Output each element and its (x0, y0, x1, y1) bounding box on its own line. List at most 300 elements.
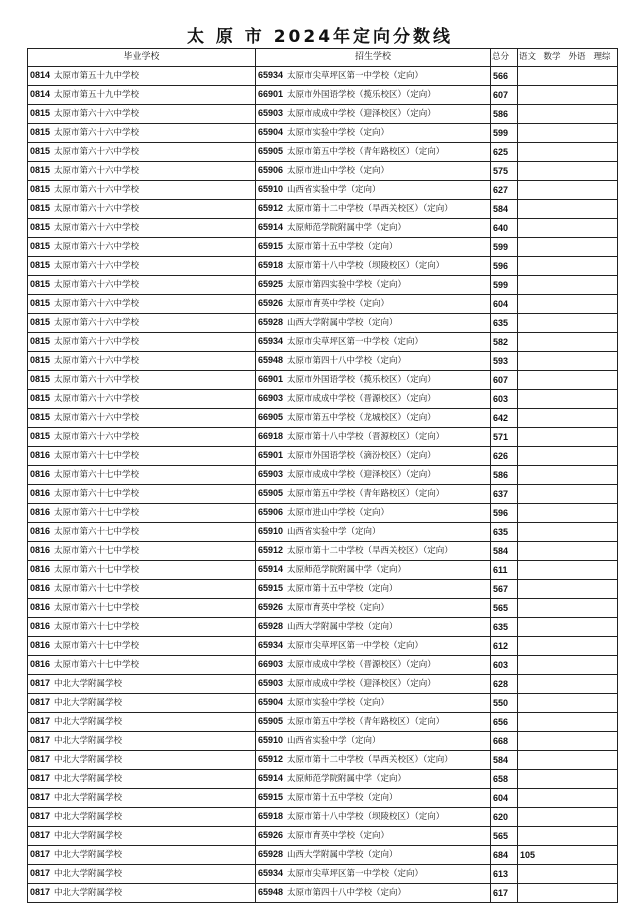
recruiting-school-name: 太原市第十八中学校（坝陵校区）（定向） (287, 812, 445, 823)
table-row (28, 789, 618, 808)
chinese-score-cell (518, 618, 543, 637)
science-score-cell (593, 542, 618, 561)
science-score-cell (593, 561, 618, 580)
graduate-school-name: 太原市第六十六中学校 (54, 375, 140, 386)
science-score-cell (593, 86, 618, 105)
table-row (28, 637, 618, 656)
graduate-school-cell (28, 219, 256, 238)
english-score-cell (568, 352, 593, 371)
recruiting-school-code: 65910 (258, 184, 284, 195)
graduate-school-cell (28, 238, 256, 257)
total-score-cell: 635 (491, 523, 518, 542)
table-row (28, 713, 618, 732)
graduate-school-code: 0817 (30, 792, 51, 803)
science-score-cell (593, 333, 618, 352)
science-score-cell (593, 238, 618, 257)
recruiting-school-cell (256, 162, 491, 181)
math-score-cell (543, 827, 568, 846)
table-row (28, 675, 618, 694)
chinese-score-cell (518, 599, 543, 618)
chinese-score-cell (518, 770, 543, 789)
header-recruiting-school: 招生学校 (256, 49, 491, 67)
table-row (28, 618, 618, 637)
science-score-cell (593, 485, 618, 504)
science-score-cell (593, 789, 618, 808)
graduate-school-code: 0817 (30, 773, 51, 784)
english-score-cell (568, 694, 593, 713)
chinese-score-cell (518, 485, 543, 504)
total-score-cell: 635 (491, 618, 518, 637)
graduate-school-cell (28, 295, 256, 314)
graduate-school-code: 0815 (30, 241, 51, 252)
recruiting-school-name: 太原市第五中学校（龙城校区）（定向） (287, 413, 436, 424)
science-score-cell (593, 162, 618, 181)
table-row (28, 846, 618, 865)
recruiting-school-code: 65915 (258, 583, 284, 594)
english-score-cell (568, 143, 593, 162)
graduate-school-name: 太原市第六十七中学校 (54, 641, 140, 652)
graduate-school-cell (28, 618, 256, 637)
recruiting-school-code: 65912 (258, 754, 284, 765)
recruiting-school-cell (256, 656, 491, 675)
recruiting-school-name: 太原市育英中学校（定向） (287, 603, 390, 614)
english-score-cell (568, 276, 593, 295)
table-row (28, 447, 618, 466)
chinese-score-cell (518, 428, 543, 447)
graduate-school-cell (28, 751, 256, 770)
recruiting-school-cell (256, 200, 491, 219)
recruiting-school-cell (256, 105, 491, 124)
recruiting-school-name: 太原市第十二中学校（旱西关校区）（定向） (287, 546, 453, 557)
math-score-cell (543, 314, 568, 333)
recruiting-school-name: 太原市成成中学校（迎泽校区）（定向） (287, 470, 436, 481)
table-row (28, 200, 618, 219)
graduate-school-code: 0816 (30, 602, 51, 613)
recruiting-school-code: 66903 (258, 393, 284, 404)
graduate-school-cell (28, 314, 256, 333)
graduate-school-name: 太原市第六十六中学校 (54, 337, 140, 348)
recruiting-school-name: 太原市第十五中学校（定向） (287, 584, 398, 595)
recruiting-school-name: 太原市第五中学校（青年路校区）（定向） (287, 489, 445, 500)
recruiting-school-name: 太原市尖草坪区第一中学校（定向） (287, 869, 424, 880)
recruiting-school-name: 太原市成成中学校（迎泽校区）（定向） (287, 679, 436, 690)
table-row (28, 390, 618, 409)
recruiting-school-code: 65901 (258, 450, 284, 461)
graduate-school-name: 太原市第六十六中学校 (54, 109, 140, 120)
total-score-cell: 640 (491, 219, 518, 238)
recruiting-school-name: 太原市进山中学校（定向） (287, 508, 390, 519)
math-score-cell (543, 770, 568, 789)
recruiting-school-name: 太原市第十二中学校（旱西关校区）（定向） (287, 755, 453, 766)
math-score-cell (543, 333, 568, 352)
graduate-school-code: 0814 (30, 89, 51, 100)
chinese-score-cell (518, 295, 543, 314)
recruiting-school-cell (256, 561, 491, 580)
chinese-score-cell (518, 542, 543, 561)
math-score-cell (543, 884, 568, 903)
total-score-cell: 596 (491, 257, 518, 276)
table-row (28, 105, 618, 124)
table-row (28, 504, 618, 523)
recruiting-school-name: 太原市实验中学校（定向） (287, 698, 390, 709)
math-score-cell (543, 789, 568, 808)
table-row (28, 485, 618, 504)
total-score-cell: 684 (491, 846, 518, 865)
graduate-school-name: 太原市第六十七中学校 (54, 622, 140, 633)
math-score-cell (543, 561, 568, 580)
graduate-school-code: 0816 (30, 659, 51, 670)
total-score-cell: 575 (491, 162, 518, 181)
graduate-school-name: 太原市第六十七中学校 (54, 546, 140, 557)
chinese-score-cell (518, 504, 543, 523)
recruiting-school-cell (256, 466, 491, 485)
english-score-cell (568, 371, 593, 390)
recruiting-school-name: 太原市成成中学校（迎泽校区）（定向） (287, 109, 436, 120)
recruiting-school-code: 65904 (258, 697, 284, 708)
graduate-school-code: 0815 (30, 127, 51, 138)
recruiting-school-code: 65948 (258, 887, 284, 898)
science-score-cell (593, 124, 618, 143)
recruiting-school-code: 65914 (258, 564, 284, 575)
total-score-cell: 637 (491, 485, 518, 504)
recruiting-school-code: 65903 (258, 108, 284, 119)
recruiting-school-cell (256, 371, 491, 390)
math-score-cell (543, 124, 568, 143)
graduate-school-name: 中北大学附属学校 (54, 793, 123, 804)
graduate-school-name: 太原市第六十六中学校 (54, 223, 140, 234)
math-score-cell (543, 523, 568, 542)
total-score-cell: 550 (491, 694, 518, 713)
english-score-cell (568, 523, 593, 542)
graduate-school-code: 0816 (30, 621, 51, 632)
english-score-cell (568, 504, 593, 523)
english-score-cell (568, 713, 593, 732)
graduate-school-cell (28, 86, 256, 105)
graduate-school-name: 太原市第六十六中学校 (54, 280, 140, 291)
english-score-cell (568, 124, 593, 143)
recruiting-school-cell (256, 257, 491, 276)
table-row (28, 67, 618, 86)
graduate-school-cell (28, 371, 256, 390)
recruiting-school-name: 太原市尖草坪区第一中学校（定向） (287, 641, 424, 652)
english-score-cell (568, 257, 593, 276)
graduate-school-name: 中北大学附属学校 (54, 869, 123, 880)
chinese-score-cell (518, 409, 543, 428)
total-score-cell: 586 (491, 466, 518, 485)
graduate-school-name: 太原市第六十六中学校 (54, 356, 140, 367)
english-score-cell (568, 770, 593, 789)
graduate-school-name: 中北大学附属学校 (54, 755, 123, 766)
recruiting-school-cell (256, 770, 491, 789)
graduate-school-cell (28, 637, 256, 656)
science-score-cell (593, 523, 618, 542)
graduate-school-code: 0815 (30, 317, 51, 328)
graduate-school-cell (28, 409, 256, 428)
total-score-cell: 603 (491, 656, 518, 675)
recruiting-school-code: 65903 (258, 469, 284, 480)
recruiting-school-name: 太原市第十五中学校（定向） (287, 793, 398, 804)
recruiting-school-name: 太原市第五中学校（青年路校区）（定向） (287, 147, 445, 158)
table-row (28, 884, 618, 903)
graduate-school-name: 中北大学附属学校 (54, 679, 123, 690)
recruiting-school-code: 65906 (258, 165, 284, 176)
recruiting-school-cell (256, 447, 491, 466)
graduate-school-code: 0815 (30, 336, 51, 347)
table-body (28, 67, 618, 903)
science-score-cell (593, 751, 618, 770)
recruiting-school-name: 山西大学附属中学校（定向） (287, 850, 398, 861)
table-row (28, 542, 618, 561)
recruiting-school-name: 山西省实验中学（定向） (287, 736, 381, 747)
total-score-cell: 584 (491, 542, 518, 561)
math-score-cell (543, 447, 568, 466)
chinese-score-cell (518, 124, 543, 143)
recruiting-school-name: 太原市实验中学校（定向） (287, 128, 390, 139)
math-score-cell (543, 276, 568, 295)
total-score-cell: 668 (491, 732, 518, 751)
graduate-school-name: 太原市第六十七中学校 (54, 527, 140, 538)
recruiting-school-cell (256, 504, 491, 523)
graduate-school-code: 0817 (30, 754, 51, 765)
graduate-school-cell (28, 504, 256, 523)
english-score-cell (568, 808, 593, 827)
recruiting-school-code: 65914 (258, 773, 284, 784)
recruiting-school-name: 山西省实验中学（定向） (287, 185, 381, 196)
table-row (28, 580, 618, 599)
total-score-cell: 607 (491, 86, 518, 105)
graduate-school-name: 太原市第六十六中学校 (54, 299, 140, 310)
english-score-cell (568, 656, 593, 675)
science-score-cell (593, 599, 618, 618)
recruiting-school-code: 65905 (258, 716, 284, 727)
graduate-school-cell (28, 523, 256, 542)
recruiting-school-code: 65934 (258, 640, 284, 651)
math-score-cell (543, 599, 568, 618)
recruiting-school-code: 65903 (258, 678, 284, 689)
english-score-cell (568, 200, 593, 219)
english-score-cell (568, 314, 593, 333)
graduate-school-code: 0817 (30, 811, 51, 822)
graduate-school-name: 太原市第六十六中学校 (54, 128, 140, 139)
science-score-cell (593, 295, 618, 314)
english-score-cell (568, 219, 593, 238)
english-score-cell (568, 428, 593, 447)
english-score-cell (568, 827, 593, 846)
chinese-score-cell (518, 200, 543, 219)
math-score-cell (543, 485, 568, 504)
graduate-school-code: 0815 (30, 184, 51, 195)
science-score-cell (593, 219, 618, 238)
graduate-school-name: 太原市第五十九中学校 (54, 71, 140, 82)
graduate-school-code: 0817 (30, 697, 51, 708)
recruiting-school-name: 太原市第四实验中学校（定向） (287, 280, 407, 291)
science-score-cell (593, 656, 618, 675)
score-table (27, 48, 618, 903)
recruiting-school-cell (256, 694, 491, 713)
recruiting-school-cell (256, 618, 491, 637)
graduate-school-cell (28, 162, 256, 181)
table-row (28, 694, 618, 713)
recruiting-school-cell (256, 542, 491, 561)
science-score-cell (593, 865, 618, 884)
recruiting-school-name: 太原市第四十八中学校（定向） (287, 356, 407, 367)
recruiting-school-code: 65915 (258, 241, 284, 252)
recruiting-school-code: 65904 (258, 127, 284, 138)
recruiting-school-name: 太原市外国语学校（揽乐校区）（定向） (287, 375, 436, 386)
chinese-score-cell (518, 466, 543, 485)
table-row (28, 143, 618, 162)
chinese-score-cell (518, 694, 543, 713)
table-row (28, 523, 618, 542)
recruiting-school-cell (256, 884, 491, 903)
recruiting-school-name: 太原市进山中学校（定向） (287, 166, 390, 177)
table-row (28, 295, 618, 314)
science-score-cell (593, 447, 618, 466)
graduate-school-name: 中北大学附属学校 (54, 831, 123, 842)
science-score-cell (593, 143, 618, 162)
chinese-score-cell (518, 257, 543, 276)
chinese-score-cell (518, 827, 543, 846)
chinese-score-cell (518, 637, 543, 656)
graduate-school-code: 0815 (30, 412, 51, 423)
graduate-school-cell (28, 713, 256, 732)
science-score-cell (593, 827, 618, 846)
recruiting-school-code: 65912 (258, 545, 284, 556)
graduate-school-name: 太原市第六十七中学校 (54, 565, 140, 576)
graduate-school-cell (28, 124, 256, 143)
recruiting-school-cell (256, 599, 491, 618)
recruiting-school-code: 65905 (258, 488, 284, 499)
science-score-cell (593, 181, 618, 200)
total-score-cell: 596 (491, 504, 518, 523)
math-score-cell (543, 504, 568, 523)
recruiting-school-cell (256, 751, 491, 770)
science-score-cell (593, 409, 618, 428)
chinese-score-cell (518, 884, 543, 903)
chinese-score-cell (518, 580, 543, 599)
table-row (28, 238, 618, 257)
graduate-school-name: 中北大学附属学校 (54, 888, 123, 899)
graduate-school-cell (28, 865, 256, 884)
header-english: 外语 (568, 49, 593, 67)
graduate-school-cell (28, 485, 256, 504)
graduate-school-code: 0817 (30, 830, 51, 841)
recruiting-school-cell (256, 865, 491, 884)
recruiting-school-code: 65928 (258, 621, 284, 632)
english-score-cell (568, 162, 593, 181)
science-score-cell (593, 846, 618, 865)
graduate-school-code: 0814 (30, 70, 51, 81)
graduate-school-name: 太原市第六十六中学校 (54, 204, 140, 215)
english-score-cell (568, 732, 593, 751)
math-score-cell (543, 428, 568, 447)
header-science: 理综 (593, 49, 618, 67)
recruiting-school-cell (256, 86, 491, 105)
english-score-cell (568, 238, 593, 257)
english-score-cell (568, 105, 593, 124)
math-score-cell (543, 67, 568, 86)
table-row (28, 181, 618, 200)
science-score-cell (593, 808, 618, 827)
graduate-school-cell (28, 599, 256, 618)
english-score-cell (568, 846, 593, 865)
graduate-school-code: 0815 (30, 146, 51, 157)
english-score-cell (568, 485, 593, 504)
graduate-school-name: 太原市第六十七中学校 (54, 489, 140, 500)
graduate-school-name: 太原市第六十六中学校 (54, 394, 140, 405)
table-row (28, 808, 618, 827)
total-score-cell: 584 (491, 200, 518, 219)
graduate-school-name: 中北大学附属学校 (54, 774, 123, 785)
recruiting-school-cell (256, 789, 491, 808)
graduate-school-code: 0816 (30, 583, 51, 594)
math-score-cell (543, 865, 568, 884)
header-chinese: 语文 (518, 49, 543, 67)
english-score-cell (568, 409, 593, 428)
chinese-score-cell (518, 276, 543, 295)
graduate-school-code: 0815 (30, 165, 51, 176)
math-score-cell (543, 732, 568, 751)
recruiting-school-cell (256, 808, 491, 827)
total-score-cell: 635 (491, 314, 518, 333)
science-score-cell (593, 105, 618, 124)
recruiting-school-cell (256, 143, 491, 162)
recruiting-school-code: 65905 (258, 146, 284, 157)
recruiting-school-cell (256, 124, 491, 143)
graduate-school-cell (28, 447, 256, 466)
recruiting-school-code: 65906 (258, 507, 284, 518)
recruiting-school-name: 太原市尖草坪区第一中学校（定向） (287, 71, 424, 82)
recruiting-school-cell (256, 732, 491, 751)
table-row (28, 865, 618, 884)
recruiting-school-code: 66901 (258, 89, 284, 100)
chinese-score-cell (518, 751, 543, 770)
graduate-school-code: 0816 (30, 640, 51, 651)
graduate-school-code: 0816 (30, 526, 51, 537)
english-score-cell (568, 67, 593, 86)
chinese-score-cell (518, 561, 543, 580)
total-score-cell: 607 (491, 371, 518, 390)
math-score-cell (543, 656, 568, 675)
recruiting-school-code: 65926 (258, 298, 284, 309)
total-score-cell: 599 (491, 238, 518, 257)
total-score-cell: 567 (491, 580, 518, 599)
recruiting-school-code: 65948 (258, 355, 284, 366)
table-row (28, 86, 618, 105)
graduate-school-name: 太原市第六十六中学校 (54, 432, 140, 443)
header-graduate-school: 毕业学校 (28, 49, 256, 67)
graduate-school-code: 0816 (30, 545, 51, 556)
recruiting-school-cell (256, 485, 491, 504)
graduate-school-name: 太原市第六十六中学校 (54, 261, 140, 272)
chinese-score-cell (518, 713, 543, 732)
recruiting-school-name: 太原市第十二中学校（旱西关校区）（定向） (287, 204, 453, 215)
recruiting-school-cell (256, 428, 491, 447)
chinese-score-cell (518, 523, 543, 542)
chinese-score-cell (518, 86, 543, 105)
graduate-school-code: 0817 (30, 678, 51, 689)
total-score-cell: 571 (491, 428, 518, 447)
graduate-school-cell (28, 542, 256, 561)
graduate-school-cell (28, 181, 256, 200)
recruiting-school-code: 66901 (258, 374, 284, 385)
recruiting-school-code: 65925 (258, 279, 284, 290)
recruiting-school-code: 65926 (258, 830, 284, 841)
recruiting-school-cell (256, 352, 491, 371)
math-score-cell (543, 86, 568, 105)
page-title: 太 原 市 2024年定向分数线 (186, 27, 454, 47)
table-row (28, 656, 618, 675)
